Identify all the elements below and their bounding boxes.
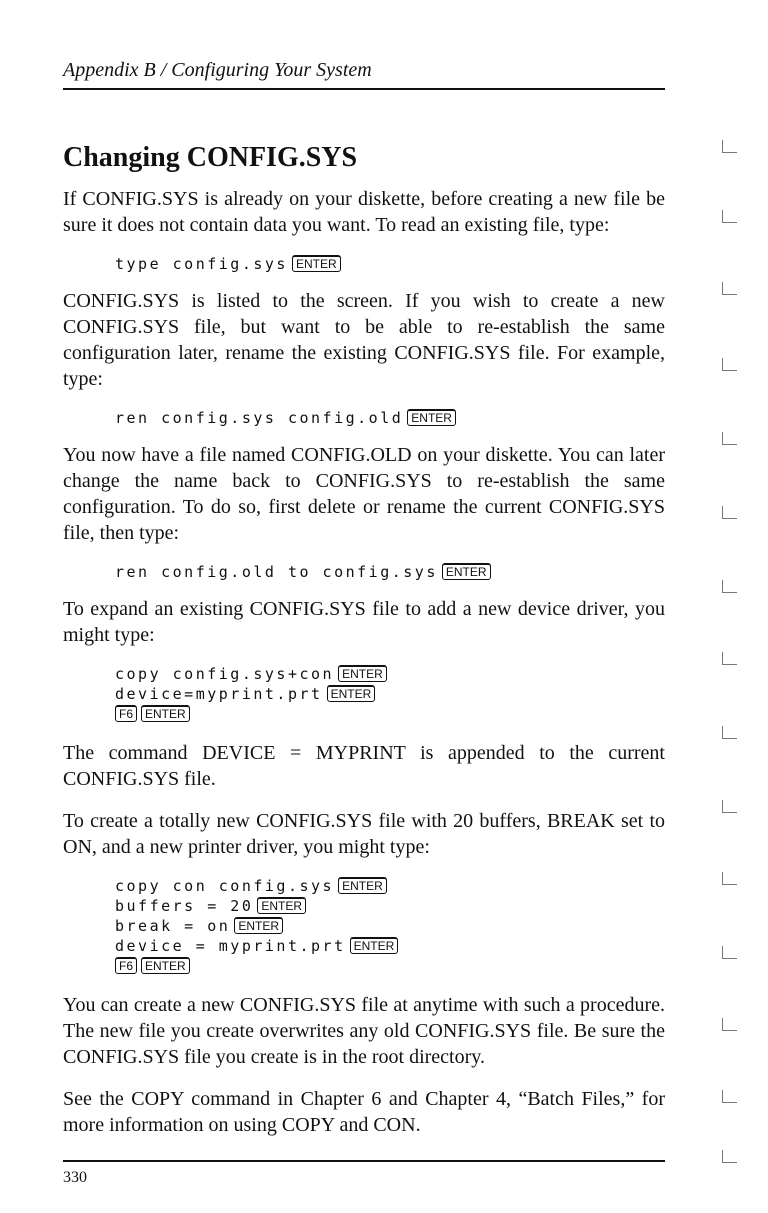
f6-key: F6 (115, 705, 137, 722)
edge-mark (722, 652, 737, 665)
paragraph-device-appended: The command DEVICE = MYPRINT is appended to the current CONFIG.SYS file. (63, 742, 665, 790)
edge-mark (722, 210, 737, 223)
enter-key: ENTER (442, 563, 491, 580)
paragraph-config-old: You now have a file named CONFIG.OLD on your diskette. You can later change the name back to CONFIG.SYS to re-establish the same configuration. To do so, first delete or rename the current CONFIG.SYS file, then type: (63, 444, 665, 544)
edge-mark (722, 580, 737, 593)
edge-mark (722, 432, 737, 445)
command-text: copy config.sys+con (115, 665, 335, 683)
edge-mark (722, 282, 737, 295)
command-block-new-config (115, 876, 665, 976)
edge-mark (722, 800, 737, 813)
paragraph-expand-config: To expand an existing CONFIG.SYS file to add a new device driver, you might type: (63, 598, 665, 646)
enter-key: ENTER (141, 957, 190, 974)
enter-key: ENTER (338, 877, 387, 894)
paragraph-overwrite-note: You can create a new CONFIG.SYS file at anytime with such a procedure. The new file you create overwrites any old CONFIG.SYS file. Be sure the CONFIG.SYS file you create is in the root directory. (63, 994, 665, 1068)
edge-mark (722, 872, 737, 885)
command-text: ren config.old to config.sys (115, 563, 438, 581)
enter-key: ENTER (338, 665, 387, 682)
paragraph-see-copy: See the COPY command in Chapter 6 and Chapter 4, “Batch Files,” for more information on using COPY and CON. (63, 1088, 665, 1136)
paragraph-rename-existing: CONFIG.SYS is listed to the screen. If you wish to create a new CONFIG.SYS file, but want to be able to re-establish the same configuration later, rename the existing CONFIG.SYS file. For example, type: (63, 290, 665, 390)
section-heading: Changing CONFIG.SYS (63, 142, 358, 173)
edge-mark (722, 506, 737, 519)
footer-rule (63, 1160, 665, 1162)
enter-key: ENTER (234, 917, 283, 934)
edge-mark (722, 726, 737, 739)
header-rule (63, 88, 665, 90)
edge-mark (722, 358, 737, 371)
edge-mark (722, 140, 737, 153)
body-text (63, 186, 665, 1154)
edge-mark (722, 1018, 737, 1031)
enter-key: ENTER (327, 685, 376, 702)
command-text: device = myprint.prt (115, 937, 346, 955)
enter-key: ENTER (350, 937, 399, 954)
command-text: type config.sys (115, 255, 288, 273)
edge-mark (722, 946, 737, 959)
edge-mark (722, 1090, 737, 1103)
enter-key: ENTER (141, 705, 190, 722)
paragraph-create-new: To create a totally new CONFIG.SYS file with 20 buffers, BREAK set to ON, and a new printer driver, you might type: (63, 810, 665, 858)
command-text: break = on (115, 917, 231, 935)
command-text: device=myprint.prt (115, 685, 323, 703)
command-text: copy con config.sys (115, 877, 335, 895)
command-ren-config-old (115, 408, 665, 428)
edge-mark (722, 1150, 737, 1163)
command-ren-back (115, 562, 665, 582)
command-block-append-device (115, 664, 665, 724)
page-number: 330 (63, 1169, 87, 1186)
paragraph-read-existing: If CONFIG.SYS is already on your diskette, before creating a new file be sure it does not contain data you want. To read an existing file, type: (63, 188, 665, 236)
command-text: ren config.sys config.old (115, 409, 404, 427)
binding-edge-marks (722, 60, 758, 1180)
enter-key: ENTER (257, 897, 306, 914)
enter-key: ENTER (292, 255, 341, 272)
running-header: Appendix B / Configuring Your System (63, 59, 372, 81)
enter-key: ENTER (407, 409, 456, 426)
f6-key: F6 (115, 957, 137, 974)
command-text: buffers = 20 (115, 897, 254, 915)
command-type-config (115, 254, 665, 274)
